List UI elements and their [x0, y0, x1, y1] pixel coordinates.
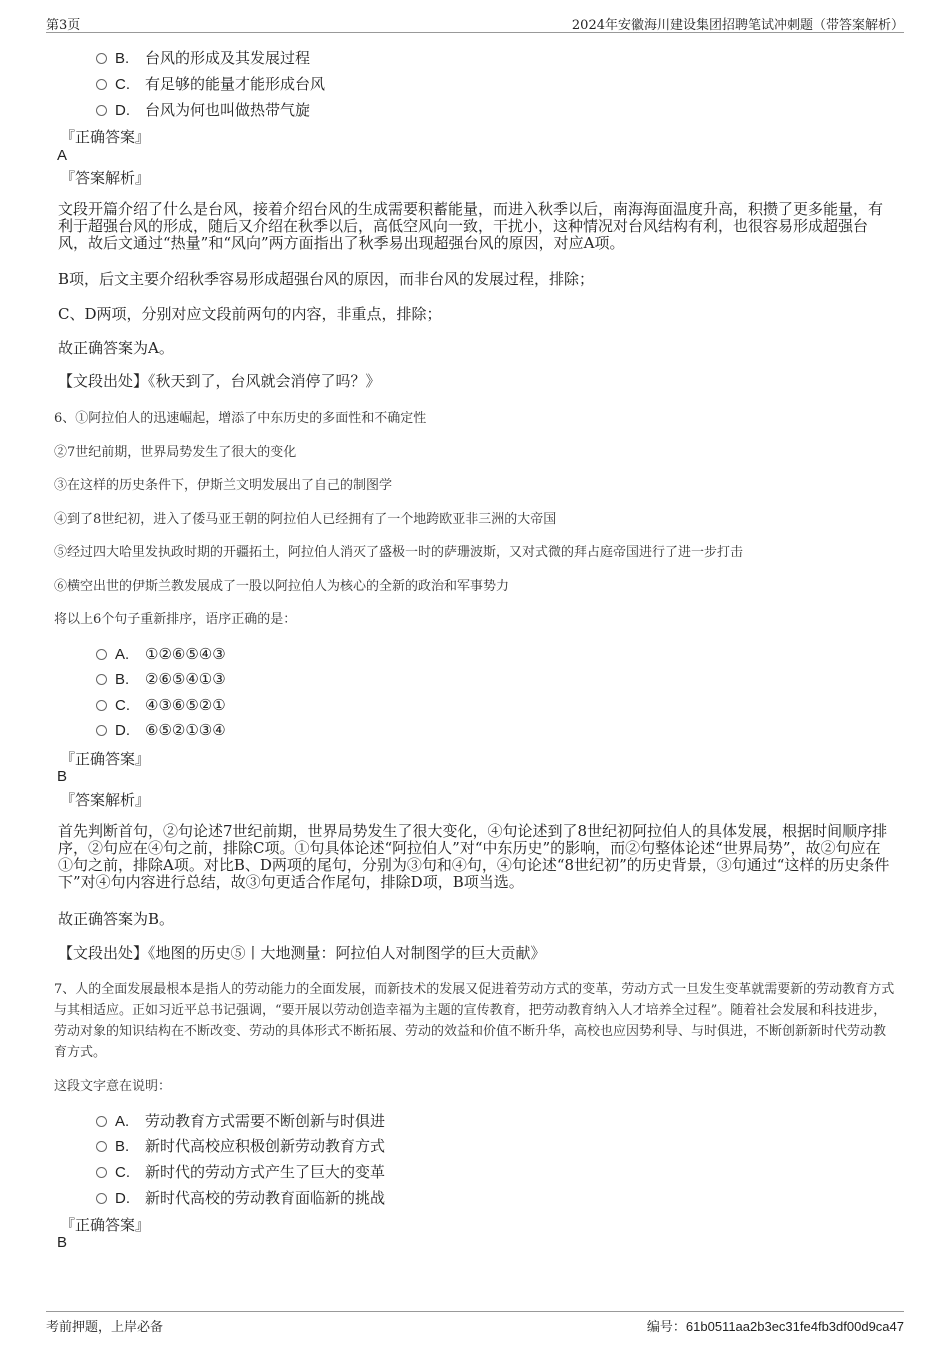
page-number: 第3页 — [46, 18, 81, 33]
option-q6-b[interactable]: B. ②⑥⑤④①③ — [96, 670, 226, 688]
radio-icon[interactable] — [96, 53, 107, 64]
footer-slogan: 考前押题，上岸必备 — [46, 1320, 164, 1335]
radio-icon[interactable] — [96, 725, 107, 736]
question-stem: 7、人的全面发展最根本是指人的劳动能力的全面发展，而新技术的发展又促进着劳动方式的变革，劳动方式一旦发生变革就需要新的劳动教育方式与其相适应。正如习近平总书记强调，“要开展以劳动创造幸福为主题的宣传教育，把劳动教育纳入人才培养全过程”。随着社会发展和科技进步，劳动对象的知识结构在不断改变、劳动的具体形式不断拓展、劳动的效益和价值不断升华，高校也应因势利导、与时俱进，不断创新新时代劳动教育方式。 — [54, 982, 895, 1060]
question-prompt: 将以上6个句子重新排序，语序正确的是： — [54, 612, 297, 627]
source-citation: 【文段出处】《地图的历史⑤丨大地测量：阿拉伯人对制图学的巨大贡献》 — [58, 944, 546, 962]
answer-label: 『正确答案』 — [60, 1216, 151, 1234]
radio-icon[interactable] — [96, 1116, 107, 1127]
analysis-paragraph: 文段开篇介绍了什么是台风，接着介绍台风的生成需要积蓄能量，而进入秋季以后，南海海面温度升高，积攒了更多能量，有利于超强台风的形成，随后又介绍在秋季以后，高低空风向一致，干扰小，这种情况对台风结构有利，也很容易形成超强台风，故后文通过“热量”和“风向”两方面指出了秋季易出现超强台风的原因，对应A项。 — [58, 200, 884, 252]
page-header — [46, 14, 904, 33]
option-q7-a[interactable]: A. 劳动教育方式需要不断创新与时俱进 — [96, 1110, 385, 1131]
question-line: ④到了8世纪初，进入了倭马亚王朝的阿拉伯人已经拥有了一个地跨欧亚非三洲的大帝国 — [54, 512, 557, 527]
answer-value: B — [57, 768, 68, 785]
answer-label: 『正确答案』 — [60, 750, 151, 768]
option-q7-d[interactable]: D. 新时代高校的劳动教育面临新的挑战 — [96, 1187, 385, 1208]
analysis-paragraph: 故正确答案为A。 — [58, 339, 174, 357]
radio-icon[interactable] — [96, 700, 107, 711]
question-line: 6、①阿拉伯人的迅速崛起，增添了中东历史的多面性和不确定性 — [54, 411, 427, 426]
document-title: 2024年安徽海川建设集团招聘笔试冲刺题（带答案解析） — [571, 18, 904, 33]
question-line: ⑥横空出世的伊斯兰教发展成了一股以阿拉伯人为核心的全新的政治和军事势力 — [54, 579, 510, 594]
answer-value: B — [57, 1234, 68, 1251]
option-q5-b[interactable]: B. 台风的形成及其发展过程 — [96, 47, 310, 68]
option-q7-c[interactable]: C. 新时代的劳动方式产生了巨大的变革 — [96, 1161, 385, 1182]
answer-value: A — [57, 147, 68, 164]
radio-icon[interactable] — [96, 1193, 107, 1204]
analysis-paragraph: 首先判断首句，②句论述7世纪前期，世界局势发生了很大变化，④句论述到了8世纪初阿拉伯人的具体发展，根据时间顺序排序，②句应在④句之前，排除C项。①句具体论述“阿拉伯人”对“中东历史”的影响，而②句整体论述“世界局势”，故②句应在①句之前，排除A项。对比B、D两项的尾句，分别为③句和④句，④句论述“8世纪初”的历史背景，③句通过“这样的历史条件下”对④句内容进行总结，故③句更适合作尾句，排除D项，B项当选。 — [58, 822, 890, 891]
radio-icon[interactable] — [96, 1141, 107, 1152]
option-q5-c[interactable]: C. 有足够的能量才能形成台风 — [96, 73, 325, 94]
option-q5-d[interactable]: D. 台风为何也叫做热带气旋 — [96, 99, 310, 120]
analysis-paragraph: 故正确答案为B。 — [58, 910, 175, 928]
option-q6-c[interactable]: C. ④③⑥⑤②① — [96, 696, 226, 714]
document-code: 编号：61b0511aa2b3ec31fe4fb3df00d9ca47 — [646, 1319, 904, 1334]
radio-icon[interactable] — [96, 105, 107, 116]
question-line: ③在这样的历史条件下，伊斯兰文明发展出了自己的制图学 — [54, 478, 393, 493]
radio-icon[interactable] — [96, 79, 107, 90]
option-q6-d[interactable]: D. ⑥⑤②①③④ — [96, 721, 226, 739]
question-line: ②7世纪前期，世界局势发生了很大的变化 — [54, 445, 297, 460]
option-q7-b[interactable]: B. 新时代高校应积极创新劳动教育方式 — [96, 1135, 385, 1156]
radio-icon[interactable] — [96, 1167, 107, 1178]
analysis-label: 『答案解析』 — [60, 169, 151, 187]
radio-icon[interactable] — [96, 649, 107, 660]
analysis-paragraph: C、D两项，分别对应文段前两句的内容，非重点，排除； — [58, 305, 442, 323]
analysis-paragraph: B项，后文主要介绍秋季容易形成超强台风的原因，而非台风的发展过程，排除； — [58, 270, 595, 288]
question-prompt: 这段文字意在说明： — [54, 1079, 172, 1094]
page-footer — [46, 1311, 904, 1335]
analysis-label: 『答案解析』 — [60, 791, 151, 809]
answer-label: 『正确答案』 — [60, 128, 151, 146]
source-citation: 【文段出处】《秋天到了，台风就会消停了吗？》 — [58, 372, 381, 390]
radio-icon[interactable] — [96, 674, 107, 685]
question-line: ⑤经过四大哈里发执政时期的开疆拓土，阿拉伯人消灭了盛极一时的萨珊波斯，又对式微的拜占庭帝国进行了进一步打击 — [54, 545, 744, 560]
option-q6-a[interactable]: A. ①②⑥⑤④③ — [96, 645, 226, 663]
